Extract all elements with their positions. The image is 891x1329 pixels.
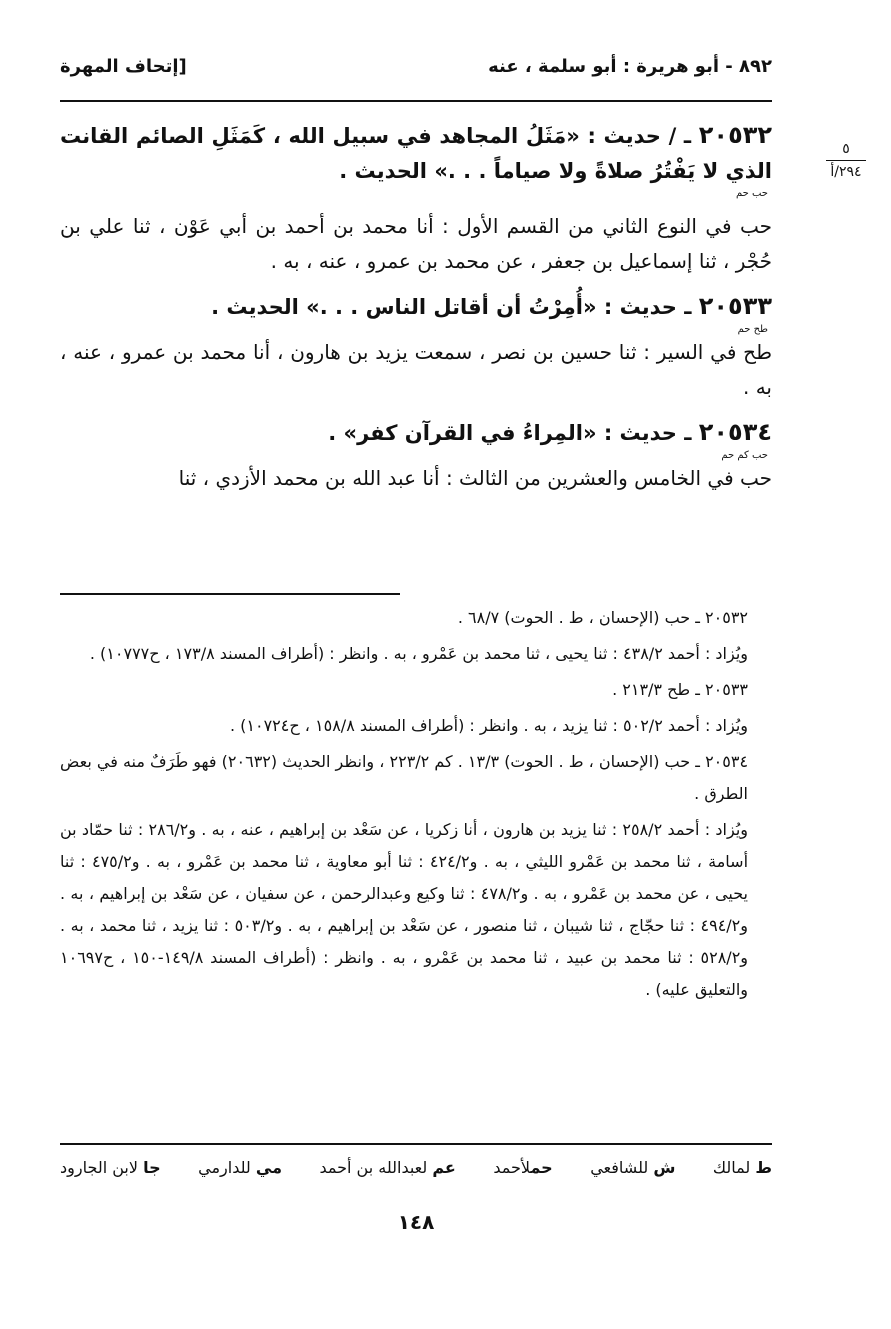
abbreviation-meaning: لأحمد — [493, 1158, 531, 1177]
entry-heading-text: ـ / حديث : «مَثَلُ المجاهد في سبيل الله ، كَمَثَلِ الصائم القانت الذي لا يَفْتُرُ صلاةً ولا صياماً . . .» الحديث . — [60, 124, 772, 183]
entry-heading — [60, 289, 772, 325]
folio-mark-divider — [826, 160, 866, 161]
entry-sigla: طح حم — [737, 324, 768, 335]
abbreviation-meaning: للدارمي — [198, 1158, 251, 1177]
book-page — [60, 40, 862, 1290]
abbreviation-item — [590, 1153, 675, 1183]
entry-20532 — [60, 118, 772, 279]
entry-20534 — [60, 415, 772, 496]
entry-sigla: حب كم حم — [721, 450, 768, 461]
abbreviation-meaning: لابن الجارود — [60, 1158, 138, 1177]
abbreviation-item — [493, 1153, 552, 1183]
abbreviation-code: ش — [653, 1158, 676, 1177]
header-book-title: [إتحاف المهرة — [60, 56, 187, 77]
abbreviation-meaning: لعبدالله بن أحمد — [319, 1158, 428, 1177]
abbreviation-item — [198, 1153, 282, 1183]
footnote: ٢٠٥٣٢ ـ حب (الإحسان ، ط . الحوت) ٦٨/٧ . — [457, 608, 748, 627]
entry-number: ٢٠٥٣٣ — [698, 292, 772, 320]
entry-body: حب في النوع الثاني من القسم الأول : أنا محمد بن أحمد بن أبي عَوْن ، ثنا علي بن حُجْر ، ثنا إسماعيل بن جعفر ، عن محمد بن عمرو ، عنه ، به . — [60, 214, 772, 273]
running-header — [60, 56, 772, 88]
footnotes — [60, 602, 772, 1010]
entry-body: حب في الخامس والعشرين من الثالث : أنا عبد الله بن محمد الأزدي ، ثنا — [178, 466, 772, 490]
entry-20533 — [60, 289, 772, 405]
entry-heading-text: ـ حديث : «أُمِرْتُ أن أقاتل الناس . . .» الحديث . — [211, 295, 692, 319]
abbreviations-rule — [60, 1143, 772, 1145]
footnote: ويُزاد : أحمد ٤٣٨/٢ : ثنا يحيى ، ثنا محمد بن عَمْرو ، به . وانظر : (أطراف المسند ١٧٣/٨ ، ح١٠٧٧٧) . — [89, 644, 748, 663]
abbreviation-item — [60, 1153, 161, 1183]
abbreviation-code: جا — [143, 1158, 161, 1177]
footnote: ويُزاد : أحمد ٢٥٨/٢ : ثنا يزيد بن هارون ، أنا زكريا ، عن سَعْد بن إبراهيم ، عنه ، به . و٢٨٦/٢ : ثنا حمّاد بن أسامة ، ثنا محمد بن عَمْرو الليثي ، به . و٤٢٤/٢ : ثنا أبو معاوية ، ثنا محمد بن عَمْرو ، به . و٤٧٥/٢ : ثنا يحيى ، عن محمد بن عَمْرو ، به . و٤٧٨/٢ : ثنا وكيع وعبدالرحمن ، عن سفيان ، عن سَعْد بن إبراهيم ، به . و٤٩٤/٢ : ثنا حجّاج ، ثنا شيبان ، ثنا منصور ، عن سَعْد بن إبراهيم ، به . و٥٠٣/٢ : ثنا يزيد ، ثنا محمد ، به . و٥٢٨/٢ : ثنا محمد بن عبيد ، ثنا محمد بن عَمْرو ، به . وانظر : (أطراف المسند ١٤٩/٨-١٥٠ ، ح١٠٦٩٧ والتعليق عليه) . — [60, 820, 749, 999]
abbreviation-item — [713, 1153, 772, 1183]
abbreviation-code: مي — [255, 1158, 282, 1177]
abbreviation-code: ط — [755, 1158, 772, 1177]
footnote: ويُزاد : أحمد ٥٠٢/٢ : ثنا يزيد ، به . وانظر : (أطراف المسند ١٥٨/٨ ، ح١٠٧٢٤) . — [229, 716, 748, 735]
header-chapter-title: ٨٩٢ - أبو هريرة : أبو سلمة ، عنه — [488, 56, 772, 77]
page-number: ١٤٨ — [397, 1210, 435, 1234]
footnote: ٢٠٥٣٤ ـ حب (الإحسان ، ط . الحوت) ١٣/٣ . كم ٢٢٣/٢ ، وانظر الحديث (٢٠٦٣٢) فهو طَرَفٌ منه في بعض الطرق . — [60, 752, 749, 803]
entry-number: ٢٠٥٣٤ — [698, 418, 772, 446]
abbreviation-meaning: لمالك — [712, 1158, 751, 1177]
abbreviation-code: عم — [432, 1158, 456, 1177]
entry-sigla: حب حم — [735, 188, 768, 199]
footnotes-rule — [60, 593, 400, 595]
main-text — [60, 118, 772, 496]
entry-heading-text: ـ حديث : «المِراءُ في القرآن كفر» . — [328, 421, 692, 445]
abbreviation-item — [319, 1153, 455, 1183]
manuscript-folio-note — [816, 140, 876, 181]
header-rule — [60, 100, 772, 102]
folio-mark-top: ٥ — [842, 141, 850, 157]
entry-body: طح في السير : ثنا حسين بن نصر ، سمعت يزيد بن هارون ، أنا محمد بن عمرو ، عنه ، به . — [60, 340, 772, 399]
abbreviations-key — [60, 1153, 772, 1183]
abbreviation-code: حم — [530, 1158, 553, 1177]
footnote: ٢٠٥٣٣ ـ طح ٢١٣/٣ . — [612, 680, 748, 699]
folio-mark-bottom: ٢٩٤/أ — [830, 164, 862, 180]
entry-number: ٢٠٥٣٢ — [698, 121, 773, 149]
abbreviation-meaning: للشافعي — [590, 1158, 649, 1177]
entry-heading — [60, 415, 772, 451]
entry-heading — [60, 118, 772, 189]
